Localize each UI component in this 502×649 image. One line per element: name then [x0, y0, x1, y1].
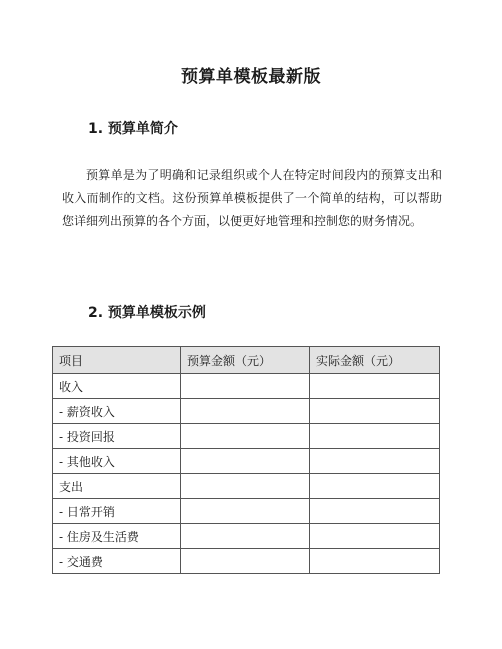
cell-item: - 其他收入: [53, 449, 181, 474]
cell-actual-amount: [310, 399, 440, 424]
table-header: [53, 347, 440, 374]
cell-item: - 交通费: [53, 549, 181, 574]
table-row: [53, 374, 440, 399]
cell-item: 收入: [53, 374, 181, 399]
cell-actual-amount: [310, 474, 440, 499]
cell-actual-amount: [310, 524, 440, 549]
header-item: 项目: [53, 347, 181, 374]
cell-actual-amount: [310, 549, 440, 574]
cell-budget-amount: [181, 524, 310, 549]
section-heading-template: 2. 预算单模板示例: [88, 305, 206, 321]
table-row: [53, 449, 440, 474]
budget-table: [52, 346, 440, 574]
cell-budget-amount: [181, 424, 310, 449]
cell-item: - 薪资收入: [53, 399, 181, 424]
table-row: [53, 499, 440, 524]
cell-item: - 住房及生活费: [53, 524, 181, 549]
table-row: [53, 549, 440, 574]
section-heading-intro: 1. 预算单简介: [88, 121, 178, 137]
document-title: 预算单模板最新版: [181, 67, 321, 87]
table-body: [53, 374, 440, 574]
table-row: [53, 399, 440, 424]
header-budget-amount: 预算金额（元）: [181, 347, 310, 374]
header-actual-amount: 实际金额（元）: [310, 347, 440, 374]
table-row: [53, 474, 440, 499]
cell-budget-amount: [181, 399, 310, 424]
cell-actual-amount: [310, 374, 440, 399]
table-row: [53, 524, 440, 549]
cell-item: 支出: [53, 474, 181, 499]
table-header-row: [53, 347, 440, 374]
cell-actual-amount: [310, 424, 440, 449]
cell-actual-amount: [310, 499, 440, 524]
cell-budget-amount: [181, 499, 310, 524]
cell-actual-amount: [310, 449, 440, 474]
cell-budget-amount: [181, 449, 310, 474]
cell-budget-amount: [181, 549, 310, 574]
table-row: [53, 424, 440, 449]
intro-paragraph: 预算单是为了明确和记录组织或个人在特定时间段内的预算支出和收入而制作的文档。这份预算单模板提供了一个简单的结构，可以帮助您详细列出预算的各个方面，以便更好地管理和控制您的财务情况。: [62, 168, 442, 229]
cell-item: - 投资回报: [53, 424, 181, 449]
cell-budget-amount: [181, 474, 310, 499]
cell-item: - 日常开销: [53, 499, 181, 524]
cell-budget-amount: [181, 374, 310, 399]
